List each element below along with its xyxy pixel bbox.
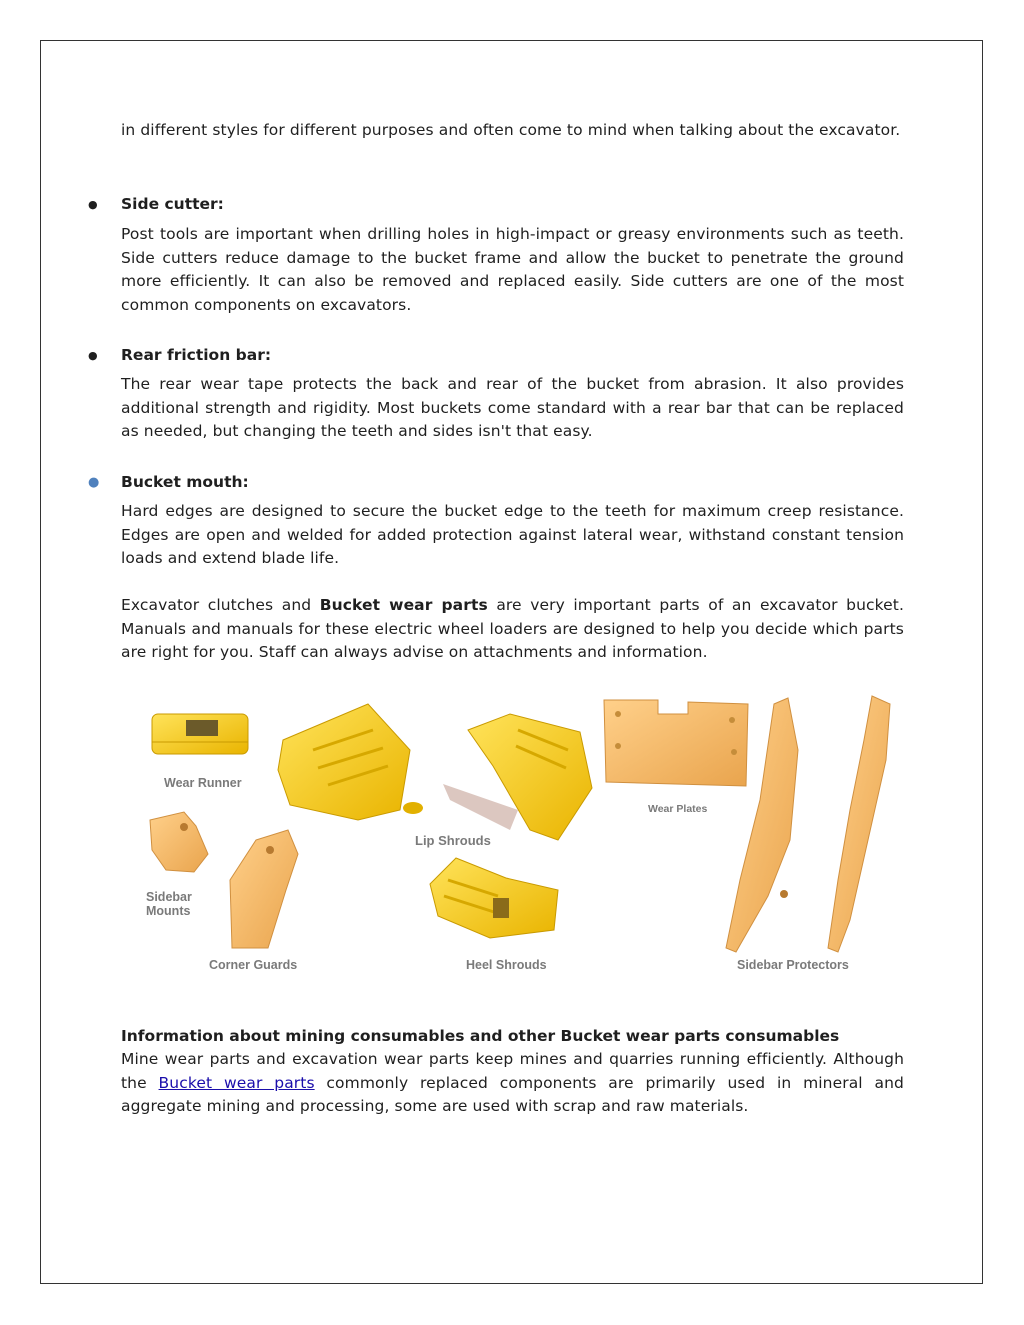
paragraph-excavator-clutches [121,594,904,665]
wear-plate-image [604,700,748,786]
closing-text-before: Excavator clutches and [121,596,320,614]
lip-shroud-large-image [278,704,423,820]
intro-paragraph: in different styles for different purposes and often come to mind when talking about the excavator. [121,121,901,139]
label-wear-runner: Wear Runner [164,776,242,790]
heading-rear-friction-bar: Rear friction bar: [121,346,272,364]
info-text-before: Mine wear parts and excavation wear parts keep mines and quarries running efficiently. Although the [121,1050,904,1092]
bullet-side-cutter: ● [88,198,98,211]
label-wear-plates: Wear Plates [648,803,708,815]
closing-bold: Bucket wear parts [319,596,488,614]
info-text-after: commonly replaced components are primarily used in mineral and aggregate mining and processing, some are used with scrap and raw materials. [121,1073,904,1115]
heading-bucket-mouth: Bucket mouth: [121,473,249,491]
sidebar-mount-image [150,812,208,872]
label-heel-shrouds: Heel Shrouds [466,958,547,972]
info-paragraph [121,1048,904,1119]
closing-text-after: are very important parts of an excavator bucket. Manuals and manuals for these electric wheel loaders are designed to help you decide which parts are right for you. Staff can always advise on attachments and information. [121,596,904,661]
heel-shroud-image [430,858,558,938]
bullet-rear-friction-bar: ● [88,349,98,362]
paragraph-bucket-mouth: Hard edges are designed to secure the bucket edge to the teeth for maximum creep resistance. Edges are open and welded for added protection against lateral wear, withstand constant tension loads and extend blade life. [121,502,904,567]
lip-shroud-small-image [443,714,592,840]
heading-side-cutter: Side cutter: [121,195,224,213]
corner-guard-image [230,830,298,948]
paragraph-side-cutter: Post tools are important when drilling holes in high-impact or greasy environments such as teeth. Side cutters reduce damage to the bucket frame and allow the bucket to penetrate the ground more efficiently. It can also be removed and replaced easily. Side cutters are one of the most common components on excavators. [121,225,904,314]
sidebar-protectors-image [726,696,890,952]
label-sidebar-mounts-line1: Sidebar [146,890,192,904]
bullet-bucket-mouth: ● [88,475,100,490]
label-lip-shrouds: Lip Shrouds [415,833,491,848]
label-corner-guards: Corner Guards [209,958,298,972]
paragraph-rear-friction-bar: The rear wear tape protects the back and rear of the bucket from abrasion. It also provides additional strength and rigidity. Most buckets come standard with a rear bar that can be replaced as needed, but changing the teeth and sides isn't that easy. [121,375,904,440]
info-heading: Information about mining consumables and other Bucket wear parts consumables [121,1027,840,1045]
wear-runner-image [152,714,248,754]
bucket-wear-parts-figure [138,690,910,990]
label-sidebar-protectors: Sidebar Protectors [737,958,849,972]
bucket-wear-parts-link[interactable]: Bucket wear parts [158,1073,315,1092]
label-sidebar-mounts-line2: Mounts [146,904,191,918]
